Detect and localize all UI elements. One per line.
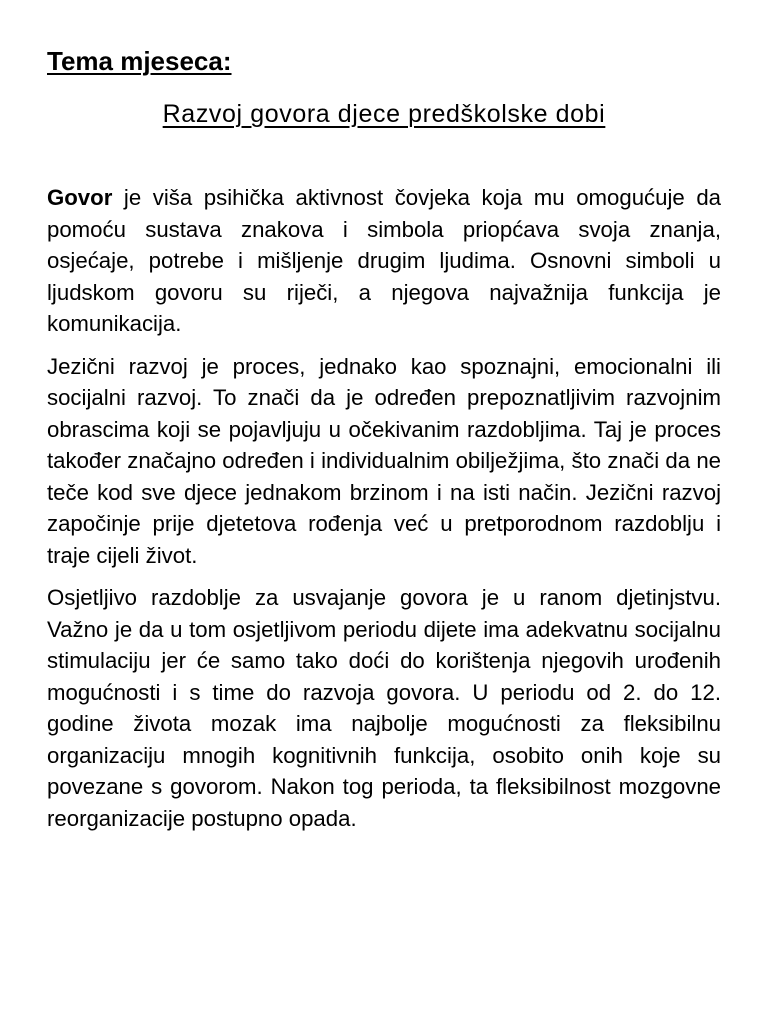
paragraph-intro-text: je viša psihička aktivnost čovjeka koja mu omogućuje da pomoću sustava znakova i simbola priopćava svoja znanja, osjećaje, potrebe i mišljenje drugim ljudima. Osnovni simboli u ljudskom govoru su riječi, a njegova najvažnija funkcija je komunikacija. bbox=[47, 185, 721, 336]
section-kicker: Tema mjeseca: bbox=[47, 46, 232, 76]
document-body bbox=[47, 182, 721, 834]
paragraph-language-development: Jezični razvoj je proces, jednako kao spoznajni, emocionalni ili socijalni razvoj. To znači da je određen prepoznatljivim razvojnim obrascima koji se pojavljuju u očekivanim razdobljima. Taj je proces također značajno određen i individualnim obilježjima, što znači da ne teče kod sve djece jednakom brzinom i na isti način. Jezični razvoj započinje prije djetetova rođenja već u pretporodnom razdoblju i traje cijeli život. bbox=[47, 353, 721, 568]
document-page bbox=[47, 44, 721, 845]
paragraph-lead-word: Govor bbox=[47, 185, 113, 210]
paragraph-intro bbox=[47, 182, 721, 340]
paragraph-sensitive-period: Osjetljivo razdoblje za usvajanje govora je u ranom djetinjstvu. Važno je da u tom osjetljivom periodu dijete ima adekvatnu socijalnu stimulaciju jer će samo tako doći do korištenja njegovih urođenih mogućnosti i s time do razvoja govora. U periodu od 2. do 12. godine života mozak ima najbolje mogućnosti za fleksibilnu organizaciju mnogih kognitivnih funkcija, osobito onih koje su povezane s govorom. Nakon tog perioda, ta fleksibilnost mozgovne reorganizacije postupno opada. bbox=[47, 585, 721, 831]
document-title: Razvoj govora djece predškolske dobi bbox=[162, 100, 606, 128]
